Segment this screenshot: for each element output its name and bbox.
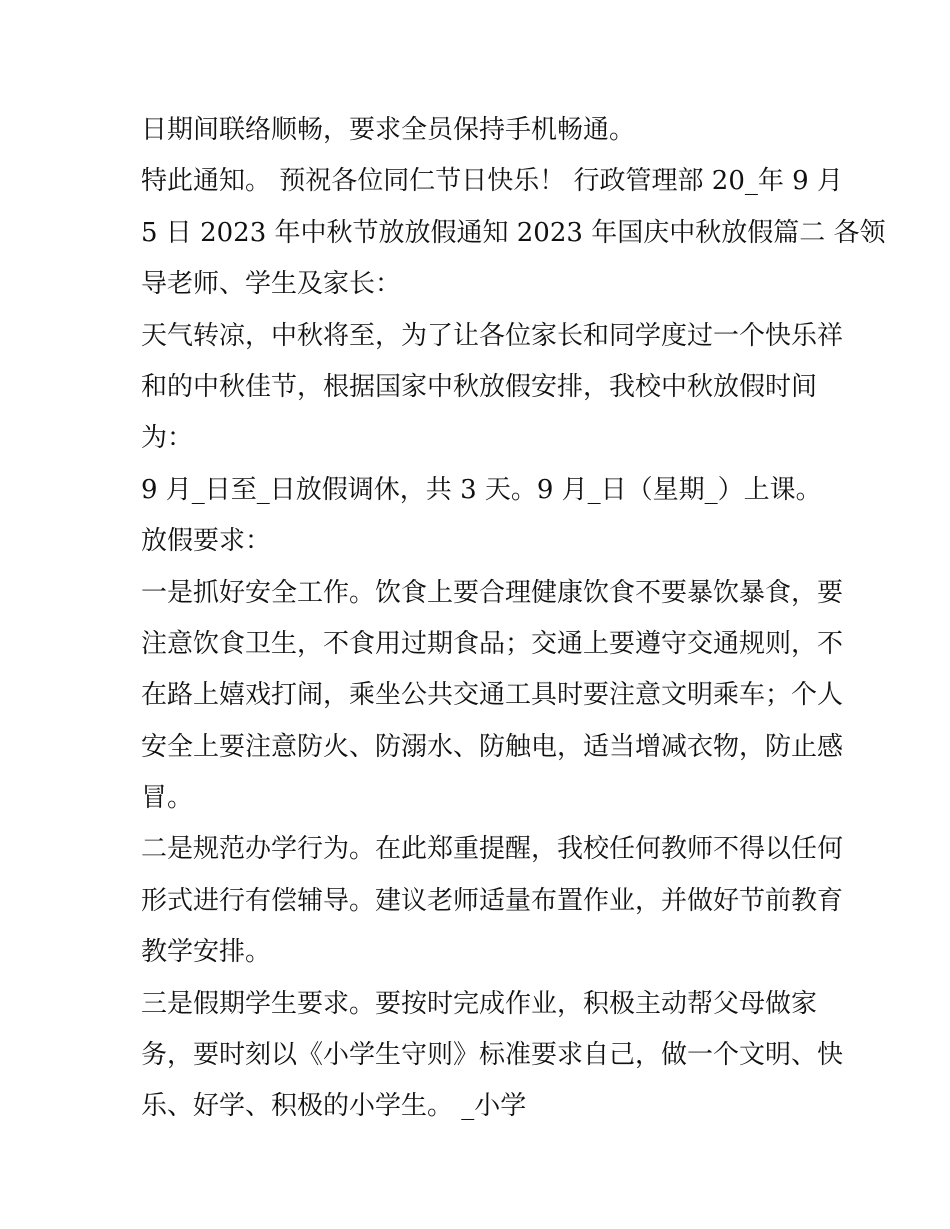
- text-line: 和的中秋佳节，根据国家中秋放假安排，我校中秋放假时间: [141, 371, 818, 402]
- text-line: 教学安排。: [141, 937, 272, 968]
- text-line: 冒。: [141, 783, 194, 814]
- text-line: 三是假期学生要求。要按时完成作业，积极主动帮父母做家: [141, 988, 818, 1019]
- text-line: 安全上要注意防火、防溺水、防触电，适当增减衣物，防止感: [141, 731, 844, 762]
- text-line: 形式进行有偿辅导。建议老师适量布置作业，并做好节前教育: [141, 885, 844, 916]
- text-line: 一是抓好安全工作。饮食上要合理健康饮食不要暴饮暴食，要: [141, 577, 844, 608]
- text-line: 导老师、学生及家长：: [141, 269, 402, 300]
- text-line: 二是规范办学行为。在此郑重提醒，我校任何教师不得以任何: [141, 834, 844, 865]
- text-line: 5 日 2023 年中秋节放放假通知 2023 年国庆中秋放假篇二 各领: [141, 217, 886, 248]
- text-line: 乐、好学、积极的小学生。 _小学: [141, 1091, 527, 1122]
- text-line: 天气转凉，中秋将至，为了让各位家长和同学度过一个快乐祥: [141, 320, 844, 351]
- text-line: 在路上嬉戏打闹，乘坐公共交通工具时要注意文明乘车；个人: [141, 680, 844, 711]
- text-line: 务，要时刻以《小学生守则》标准要求自己，做一个文明、快: [141, 1040, 844, 1071]
- text-line: 特此通知。 预祝各位同仁节日快乐！ 行政管理部 20_年 9 月: [141, 166, 843, 197]
- text-line: 9 月_日至_日放假调休，共 3 天。9 月_日（星期_）上课。: [141, 474, 822, 505]
- text-line: 日期间联络顺畅，要求全员保持手机畅通。: [141, 115, 636, 145]
- text-line: 为：: [141, 423, 194, 454]
- text-line: 放假要求：: [141, 526, 272, 557]
- document-body: [141, 105, 886, 1133]
- text-line: 注意饮食卫生，不食用过期食品；交通上要遵守交通规则，不: [141, 628, 844, 659]
